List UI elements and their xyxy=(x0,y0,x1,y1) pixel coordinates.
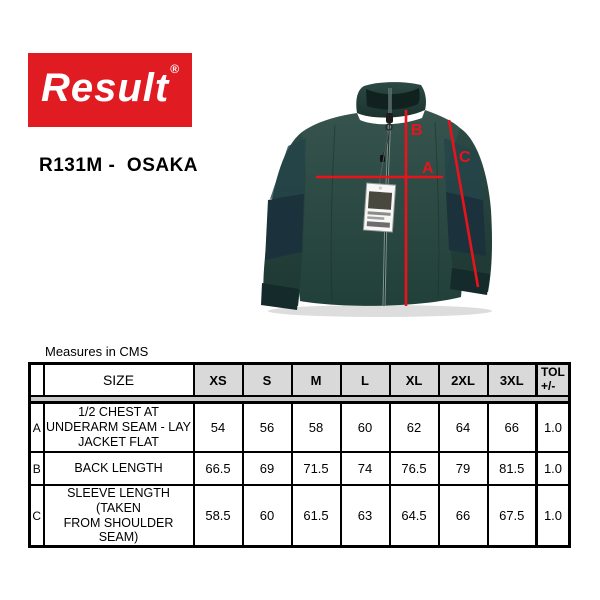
tolerance-header-line1: TOL xyxy=(541,365,565,380)
value-cell: 64 xyxy=(439,403,488,453)
hang-tag xyxy=(363,183,395,232)
row-label-line: 1/2 CHEST AT xyxy=(78,405,159,420)
value-cell: 66.5 xyxy=(194,452,243,485)
size-col-header-xl: XL xyxy=(390,364,439,397)
row-label xyxy=(44,485,194,547)
row-label-line: SLEEVE LENGTH (TAKEN xyxy=(67,486,170,515)
tolerance-cell: 1.0 xyxy=(537,403,570,453)
table-row-back-length xyxy=(30,452,570,485)
value-cell: 64.5 xyxy=(390,485,439,547)
jacket-patch-right-shoulder xyxy=(444,138,483,200)
measure-label-a: A xyxy=(422,160,434,177)
value-cell: 56 xyxy=(243,403,292,453)
value-cell: 71.5 xyxy=(292,452,341,485)
value-cell: 76.5 xyxy=(390,452,439,485)
size-col-header-2xl: 2XL xyxy=(439,364,488,397)
tolerance-cell: 1.0 xyxy=(537,485,570,547)
value-cell: 66 xyxy=(439,485,488,547)
value-cell: 69 xyxy=(243,452,292,485)
value-cell: 67.5 xyxy=(488,485,537,547)
table-row-chest xyxy=(30,403,570,453)
jacket-photo xyxy=(240,80,525,320)
size-col-header-s: S xyxy=(243,364,292,397)
value-cell: 63 xyxy=(341,485,390,547)
row-letter: A xyxy=(30,403,44,453)
row-label-line: BACK LENGTH xyxy=(74,461,163,476)
table-header-row xyxy=(30,364,570,397)
registered-trademark-icon: ® xyxy=(170,61,181,76)
measure-label-b: B xyxy=(411,122,423,139)
jacket-patch-left-shoulder xyxy=(270,138,306,199)
brand-logo-text xyxy=(40,61,181,110)
tolerance-header xyxy=(537,364,570,397)
jacket-patch-left-forearm xyxy=(265,193,304,260)
row-label xyxy=(44,403,194,453)
value-cell: 79 xyxy=(439,452,488,485)
jacket-shadow xyxy=(268,305,492,317)
value-cell: 58 xyxy=(292,403,341,453)
jacket-zipper-slider xyxy=(386,113,393,123)
value-cell: 66 xyxy=(488,403,537,453)
tolerance-header-line2: +/- xyxy=(541,379,556,393)
size-chart-table xyxy=(28,362,571,548)
row-label-line: UNDERARM SEAM - LAY xyxy=(46,420,191,435)
row-label-line: JACKET FLAT xyxy=(78,434,159,449)
brand-name: Result xyxy=(40,66,170,110)
product-code: R131M - OSAKA xyxy=(39,155,199,176)
size-col-header-xs: XS xyxy=(194,364,243,397)
jacket-measurement-diagram xyxy=(240,80,525,320)
value-cell: 62 xyxy=(390,403,439,453)
value-cell: 81.5 xyxy=(488,452,537,485)
brand-logo xyxy=(28,53,192,127)
row-letter: B xyxy=(30,452,44,485)
value-cell: 60 xyxy=(243,485,292,547)
row-label-line: FROM SHOULDER SEAM) xyxy=(63,515,174,545)
corner-cell xyxy=(30,364,44,397)
table-row-sleeve-length xyxy=(30,485,570,547)
size-column-header: SIZE xyxy=(44,364,194,397)
measure-label-c: C xyxy=(459,149,471,166)
size-col-header-l: L xyxy=(341,364,390,397)
row-label xyxy=(44,452,194,485)
value-cell: 54 xyxy=(194,403,243,453)
value-cell: 74 xyxy=(341,452,390,485)
size-col-header-m: M xyxy=(292,364,341,397)
measures-unit-note: Measures in CMS xyxy=(45,344,149,359)
value-cell: 61.5 xyxy=(292,485,341,547)
row-letter: C xyxy=(30,485,44,547)
size-col-header-3xl: 3XL xyxy=(488,364,537,397)
tolerance-cell: 1.0 xyxy=(537,452,570,485)
value-cell: 60 xyxy=(341,403,390,453)
value-cell: 58.5 xyxy=(194,485,243,547)
